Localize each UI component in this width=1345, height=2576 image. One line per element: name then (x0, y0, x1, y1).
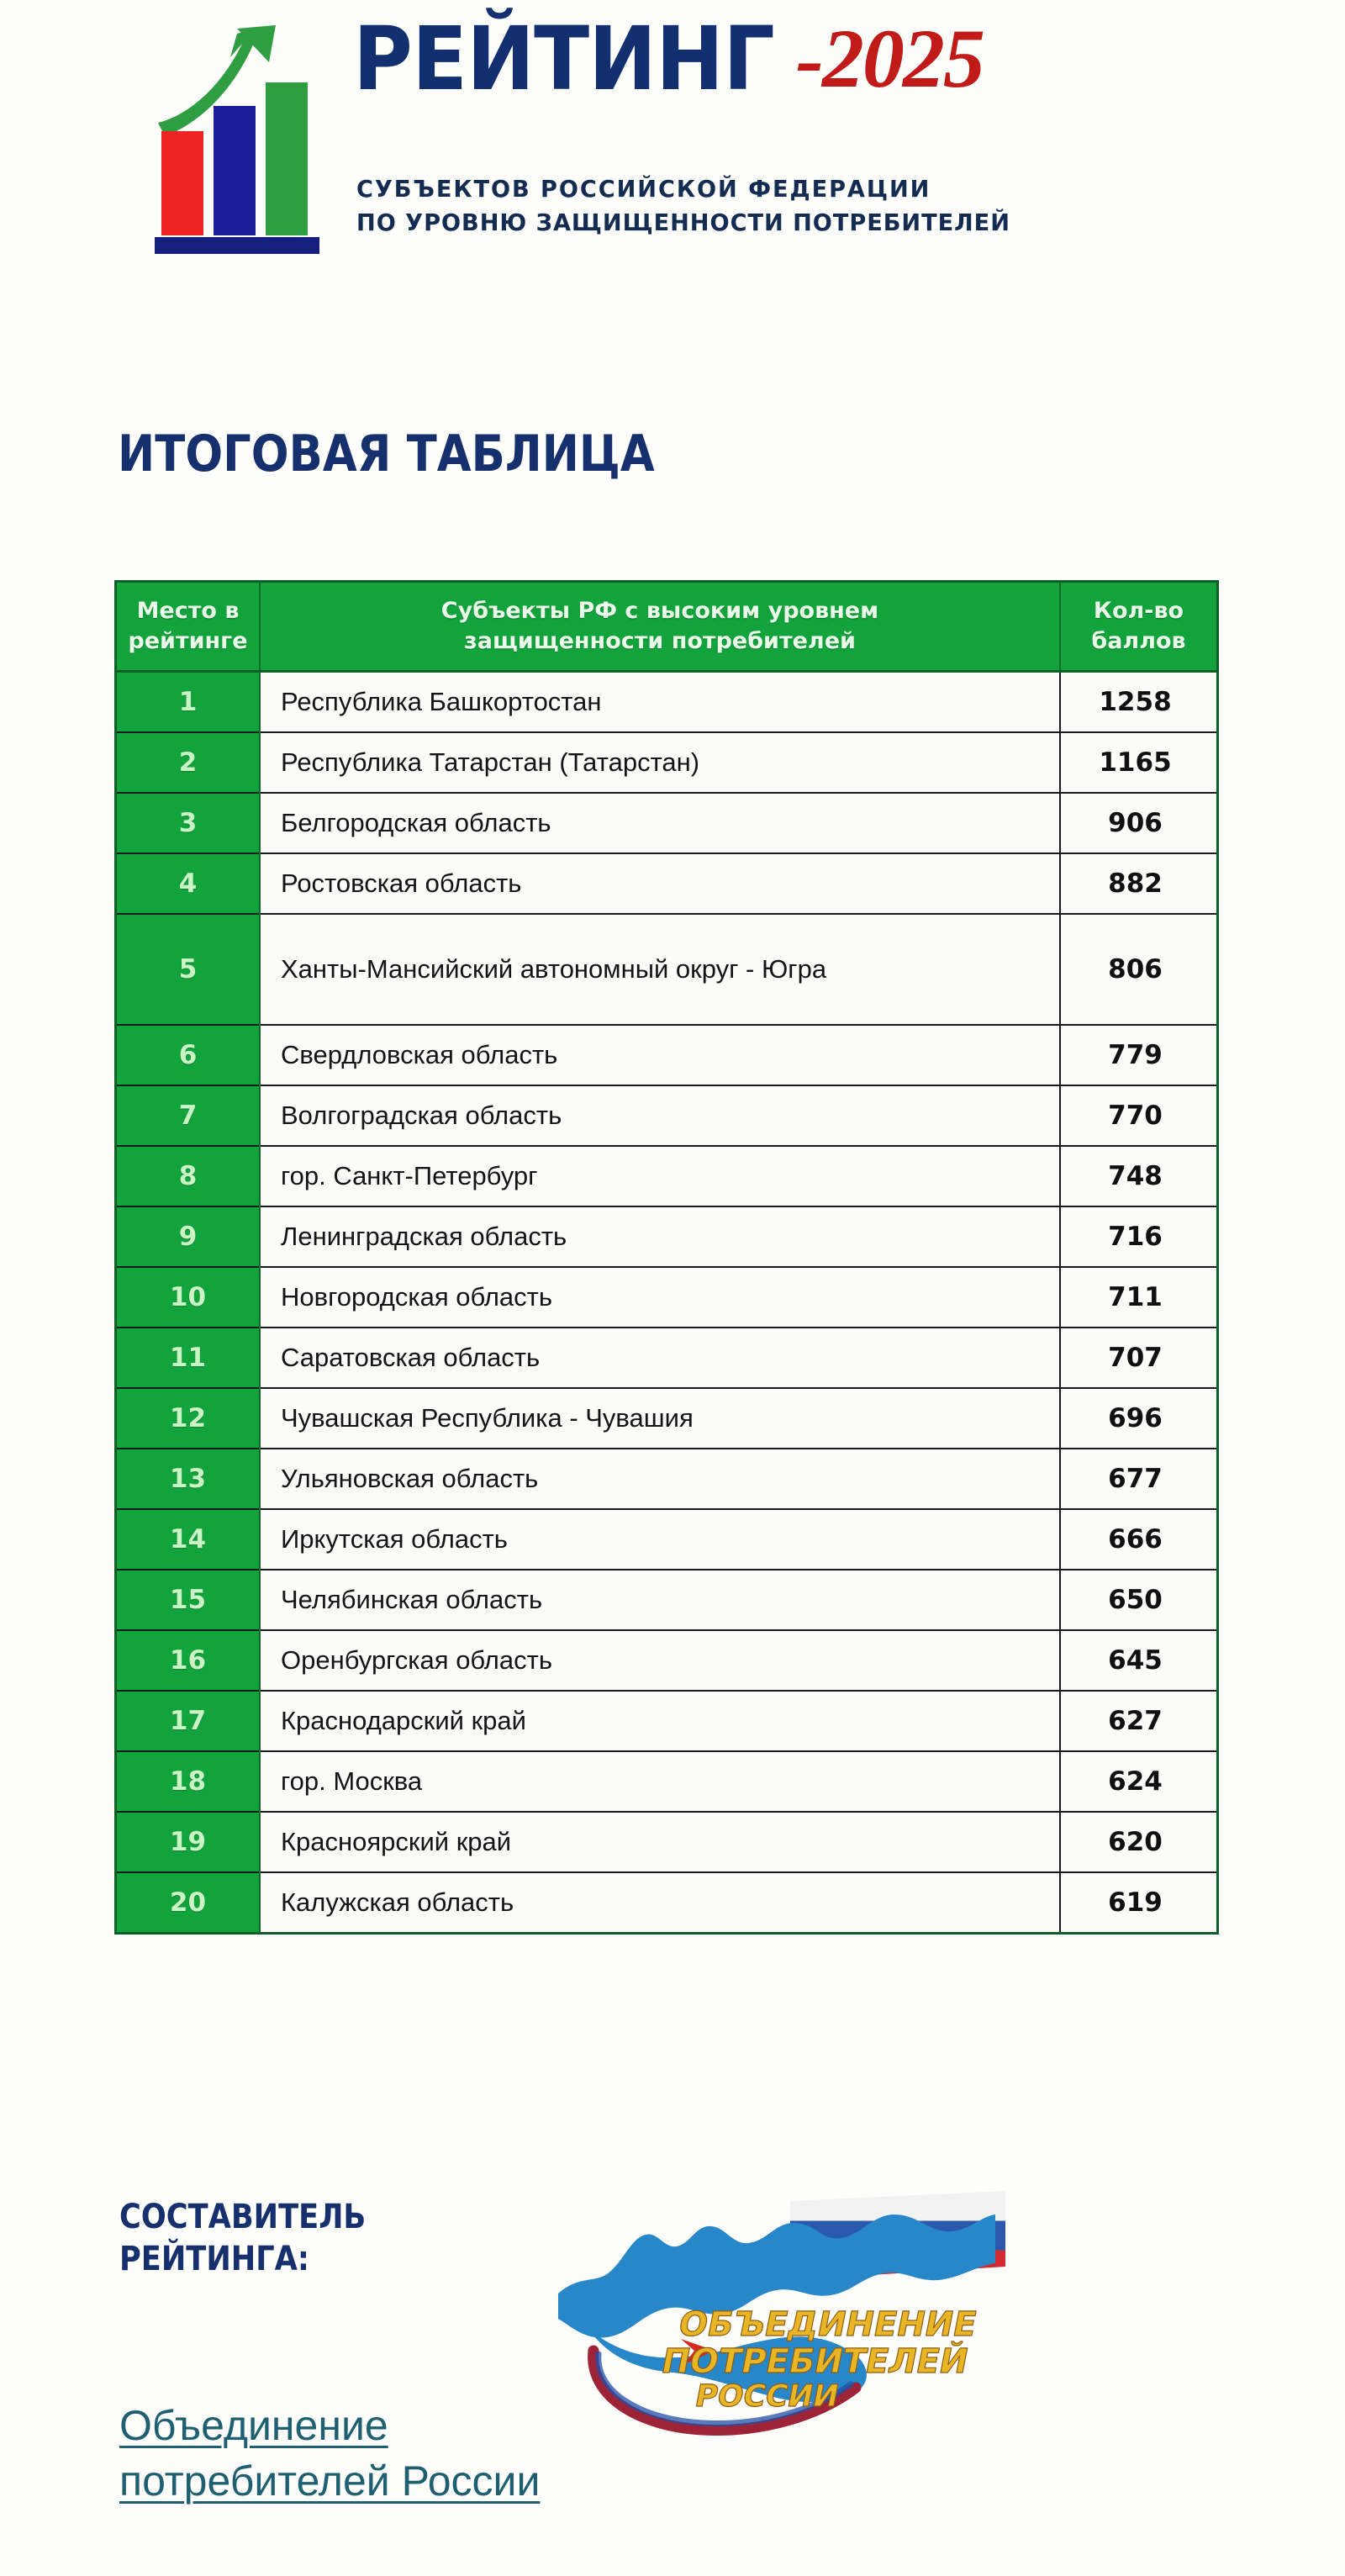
cell-score: 645 (1060, 1630, 1216, 1691)
title-year: -2025 (795, 12, 984, 105)
footer (0, 2177, 1345, 2573)
column-header-rank-line2: рейтинге (128, 628, 248, 654)
cell-rank: 20 (117, 1872, 260, 1932)
cell-rank: 12 (117, 1388, 260, 1449)
cell-score: 1258 (1060, 672, 1216, 733)
cell-rank: 1 (117, 672, 260, 733)
table-row (117, 914, 1216, 1025)
cell-score: 707 (1060, 1328, 1216, 1388)
column-header-rank (117, 583, 260, 672)
cell-score: 619 (1060, 1872, 1216, 1932)
cell-subject: Чувашская Республика - Чувашия (260, 1388, 1060, 1449)
table-row (117, 1206, 1216, 1267)
table-row (117, 1146, 1216, 1206)
table-row (117, 1267, 1216, 1328)
cell-rank: 10 (117, 1267, 260, 1328)
table-row (117, 1025, 1216, 1085)
cell-rank: 18 (117, 1751, 260, 1812)
table-header-row (117, 583, 1216, 672)
table-row (117, 1872, 1216, 1932)
bar-chart-growth-arrow-icon (143, 24, 336, 259)
table-row (117, 672, 1216, 733)
org-logo-text-line3: РОССИИ (692, 2378, 842, 2414)
cell-score: 677 (1060, 1449, 1216, 1509)
cell-rank: 14 (117, 1509, 260, 1570)
subtitle-line-2: ПО УРОВНЮ ЗАЩИЩЕННОСТИ ПОТРЕБИТЕЛЕЙ (356, 209, 1010, 236)
cell-rank: 7 (117, 1085, 260, 1146)
cell-rank: 13 (117, 1449, 260, 1509)
cell-subject: Иркутская область (260, 1509, 1060, 1570)
cell-score: 806 (1060, 914, 1216, 1025)
column-header-subject-line1: Субъекты РФ с высоким уровнем (440, 598, 879, 624)
cell-rank: 16 (117, 1630, 260, 1691)
cell-score: 650 (1060, 1570, 1216, 1630)
cell-rank: 8 (117, 1146, 260, 1206)
cell-subject: Ханты-Мансийский автономный округ - Югра (260, 914, 1060, 1025)
page-title (353, 8, 1345, 124)
cell-score: 627 (1060, 1691, 1216, 1751)
cell-subject: гор. Санкт-Петербург (260, 1146, 1060, 1206)
cell-rank: 15 (117, 1570, 260, 1630)
title-word: РЕЙТИНГ (353, 8, 774, 110)
cell-rank: 9 (117, 1206, 260, 1267)
table-body (117, 672, 1216, 1933)
cell-subject: Свердловская область (260, 1025, 1060, 1085)
cell-subject: гор. Москва (260, 1751, 1060, 1812)
cell-score: 696 (1060, 1388, 1216, 1449)
org-link-line2: потребителей России (119, 2457, 541, 2505)
cell-rank: 6 (117, 1025, 260, 1085)
masthead (0, 0, 1345, 303)
org-link[interactable] (119, 2398, 540, 2509)
table-row (117, 1449, 1216, 1509)
compiler-label-line2: РЕЙТИНГА: (119, 2240, 309, 2278)
cell-score: 906 (1060, 793, 1216, 853)
cell-subject: Ленинградская область (260, 1206, 1060, 1267)
cell-rank: 17 (117, 1691, 260, 1751)
table-row (117, 732, 1216, 793)
compiler-label (119, 2196, 481, 2280)
cell-subject: Красноярский край (260, 1812, 1060, 1872)
table-row (117, 1388, 1216, 1449)
cell-score: 711 (1060, 1267, 1216, 1328)
cell-rank: 19 (117, 1812, 260, 1872)
cell-rank: 11 (117, 1328, 260, 1388)
table-row (117, 793, 1216, 853)
table-row (117, 853, 1216, 914)
table-row (117, 1328, 1216, 1388)
cell-subject: Белгородская область (260, 793, 1060, 853)
cell-subject: Волгоградская область (260, 1085, 1060, 1146)
cell-rank: 5 (117, 914, 260, 1025)
subtitle-line-1: СУБЪЕКТОВ РОССИЙСКОЙ ФЕДЕРАЦИИ (356, 175, 931, 203)
table-row (117, 1570, 1216, 1630)
column-header-score-line1: Кол-во (1093, 598, 1184, 624)
table-row (117, 1085, 1216, 1146)
org-logo-text-line2: ПОТРЕБИТЕЛЕЙ (657, 2341, 972, 2381)
cell-score: 779 (1060, 1025, 1216, 1085)
cell-rank: 3 (117, 793, 260, 853)
cell-score: 882 (1060, 853, 1216, 914)
cell-rank: 4 (117, 853, 260, 914)
russia-map-logo-icon (538, 2186, 1009, 2447)
column-header-score (1060, 583, 1216, 672)
table-row (117, 1812, 1216, 1872)
org-logo-text-line1: ОБЪЕДИНЕНИЕ (675, 2304, 980, 2344)
cell-subject: Челябинская область (260, 1570, 1060, 1630)
cell-subject: Краснодарский край (260, 1691, 1060, 1751)
cell-score: 1165 (1060, 732, 1216, 793)
cell-subject: Саратовская область (260, 1328, 1060, 1388)
cell-score: 666 (1060, 1509, 1216, 1570)
table-row (117, 1691, 1216, 1751)
org-link-line1: Объединение (119, 2402, 388, 2449)
cell-score: 716 (1060, 1206, 1216, 1267)
cell-score: 624 (1060, 1751, 1216, 1812)
cell-score: 748 (1060, 1146, 1216, 1206)
rating-table (114, 580, 1219, 1935)
cell-subject: Ростовская область (260, 853, 1060, 914)
cell-subject: Ульяновская область (260, 1449, 1060, 1509)
column-header-rank-line1: Место в (136, 598, 240, 624)
table-row (117, 1630, 1216, 1691)
cell-subject: Калужская область (260, 1872, 1060, 1932)
table-row (117, 1751, 1216, 1812)
cell-score: 770 (1060, 1085, 1216, 1146)
section-title: ИТОГОВАЯ ТАБЛИЦА (118, 425, 655, 483)
subtitle (356, 172, 1332, 240)
column-header-subject (260, 583, 1060, 672)
compiler-label-line1: СОСТАВИТЕЛЬ (119, 2198, 367, 2236)
cell-subject: Республика Татарстан (Татарстан) (260, 732, 1060, 793)
cell-rank: 2 (117, 732, 260, 793)
cell-subject: Республика Башкортостан (260, 672, 1060, 733)
cell-score: 620 (1060, 1812, 1216, 1872)
cell-subject: Оренбургская область (260, 1630, 1060, 1691)
table-row (117, 1509, 1216, 1570)
cell-subject: Новгородская область (260, 1267, 1060, 1328)
column-header-subject-line2: защищенности потребителей (464, 628, 856, 654)
column-header-score-line2: баллов (1091, 628, 1186, 654)
